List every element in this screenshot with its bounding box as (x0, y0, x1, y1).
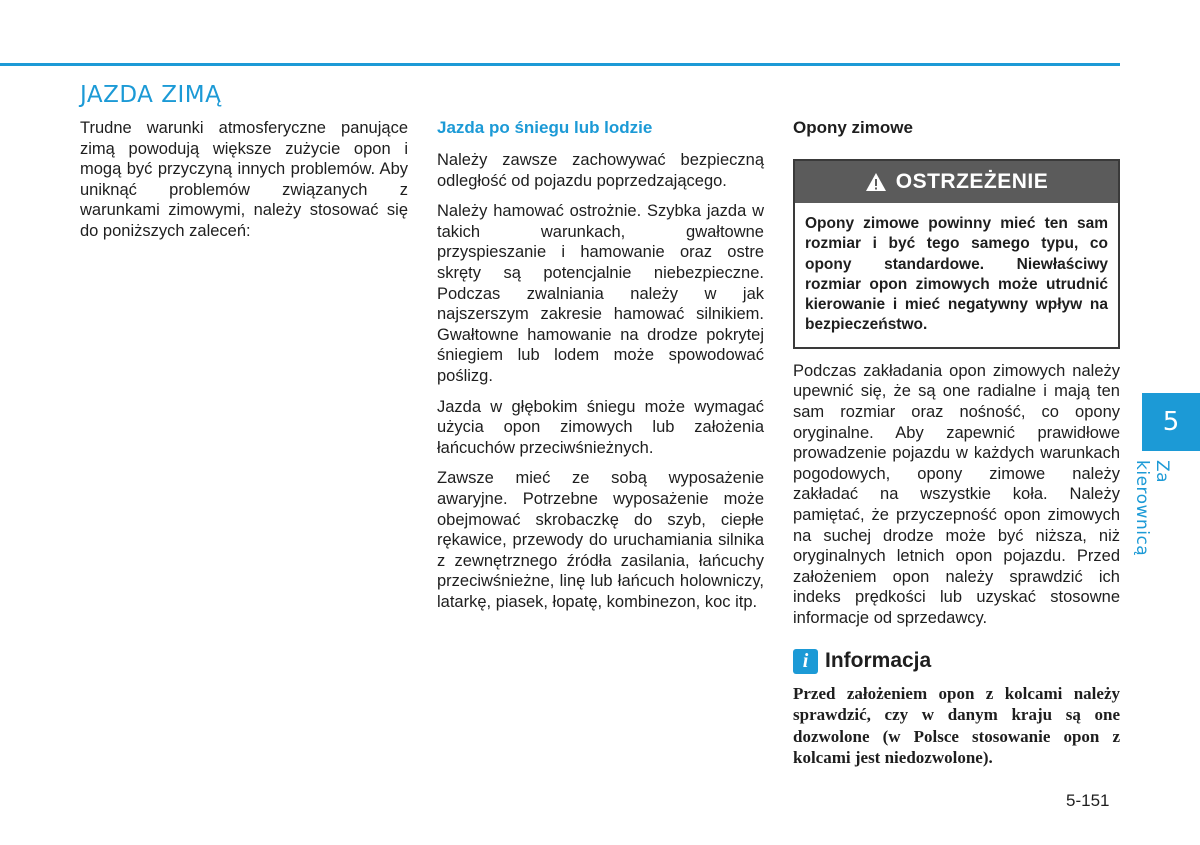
chapter-tab[interactable]: 5 (1142, 393, 1200, 451)
paragraph: Podczas zakładania opon zimowych należy upewnić się, że są one radialne i mają ten sam rozmiar oraz nośność, co opony oryginalne. Aby zapewnić prawidłowe prowadzenie pojazdu w każdych warunkach pogodowych, opony zimowe należy zakładać na wszystkie koła. Należy pamiętać, że przyczepność opon zimowych na suchej drodze może być niższa, niż oryginalnych letnich opon pojazdu. Przed założeniem opon należy sprawdzić ich indeks prędkości lub uzyskać stosowne informacje od sprzedawcy. (793, 361, 1120, 627)
info-text: Przed założeniem opon z kolcami należy sprawdzić, czy w danym kraju są one dozwolone (w Polsce stosowanie opon z kolcami jest niedozwolone). (793, 683, 1120, 767)
column-middle (437, 117, 764, 622)
top-rule (0, 63, 1120, 66)
paragraph: Należy hamować ostrożnie. Szybka jazda w takich warunkach, gwałtowne przyspieszanie i hamowanie oraz ostre skręty są potencjalnie niebezpieczne. Podczas zwalniania należy w jak najszerszym zakresie hamować silnikiem. Gwałtowne hamowanie na drodze pokrytej śniegiem lub lodem może spowodować poślizg. (437, 202, 764, 385)
chapter-label: Za kierownicą (1132, 460, 1172, 557)
info-icon: i (793, 649, 818, 674)
info-header (793, 649, 1120, 675)
paragraph: Jazda w głębokim śniegu może wymagać użycia opon zimowych lub założenia łańcuchów przeciwśnieżnych. (437, 397, 764, 457)
warning-title: OSTRZEŻENIE (895, 169, 1049, 193)
paragraph: Należy zawsze zachowywać bezpieczną odległość od pojazdu poprzedzającego. (437, 151, 764, 190)
column-left (80, 118, 408, 252)
page-title: JAZDA ZIMĄ (80, 82, 222, 108)
paragraph: Zawsze mieć ze sobą wyposażenie awaryjne. Potrzebne wyposażenie może obejmować skrobaczkę do szyb, ciepłe rękawice, przewody do uruchamiania silnika z zewnętrznego źródła zasilania, łańcuchy przeciwśnieżne, linę lub łańcuch holowniczy, latarkę, piasek, łopatę, kombinezon, koc itp. (437, 469, 764, 611)
warning-triangle-icon (865, 172, 887, 192)
page-number: 5-151 (1066, 791, 1110, 810)
warning-box (793, 159, 1120, 349)
warning-header (795, 161, 1118, 203)
info-title: Informacja (825, 649, 932, 673)
intro-paragraph: Trudne warunki atmosferyczne panujące zimą powodują większe zużycie opon i mogą być przyczyną innych problemów. Aby uniknąć problemów związanych z warunkami zimowymi, należy stosować się do poniższych zaleceń: (80, 119, 408, 240)
warning-text: Opony zimowe powinny mieć ten sam rozmiar i być tego samego typu, co opony standardowe. Niewłaściwy rozmiar opon zimowych może utrudnić kierowanie i mieć negatywny wpływ na bezpieczeństwo. (805, 215, 1108, 334)
section-heading-snow-ice: Jazda po śniegu lub lodzie (437, 118, 653, 137)
column-right (793, 117, 1120, 769)
section-heading-winter-tyres: Opony zimowe (793, 118, 913, 137)
